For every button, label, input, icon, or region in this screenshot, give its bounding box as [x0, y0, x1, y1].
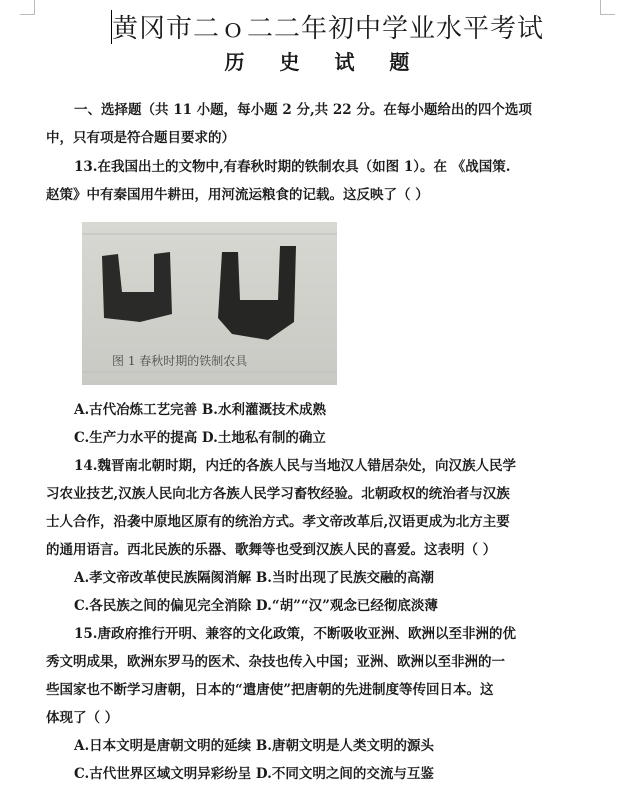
q14-options-line-1: A.孝文帝改革使民族隔阂消解 B.当时出现了民族交融的高潮	[74, 570, 434, 586]
q15-stem-line-4: 体现了（ ）	[46, 710, 119, 726]
q13-stem-line-1: 13.在我国出土的文物中,有春秋时期的铁制农具（如图 1）。在 《战国策.	[74, 159, 511, 175]
q15-stem-line-3: 些国家也不断学习唐朝，日本的“遣唐使”把唐朝的先进制度等传回日本。这	[46, 682, 494, 698]
q13-options-line-2: C.生产力水平的提高 D.土地私有制的确立	[74, 430, 326, 446]
q13-options-line-1: A.古代冶炼工艺完善 B.水利灌溉技术成熟	[74, 402, 326, 418]
iron-tool-left-shape	[102, 252, 172, 322]
q13-stem-line-2: 赵策》中有秦国用牛耕田，用河流运粮食的记载。这反映了（ ）	[46, 187, 429, 203]
page-corner-mark-right	[600, 0, 615, 15]
q15-options-line-1: A.日本文明是唐朝文明的延续 B.唐朝文明是人类文明的源头	[74, 738, 434, 754]
q14-options-line-2: C.各民族之间的偏见完全消除 D.“胡”“汉”观念已经彻底淡薄	[74, 598, 438, 614]
q14-stem-line-1: 14.魏晋南北朝时期，内迁的各族人民与当地汉人错居杂处，向汉族人民学	[74, 458, 516, 474]
q13-figure-photo	[82, 222, 337, 385]
iron-tool-right-shape	[218, 246, 296, 340]
q15-options-line-2: C.古代世界区域文明异彩纷呈 D.不同文明之间的交流与互鉴	[74, 766, 434, 782]
q14-stem-line-4: 的通用语言。西北民族的乐器、歌舞等也受到汉族人民的喜爱。这表明（ ）	[46, 542, 497, 558]
section-instruction-line-1: 一、选择题（共 11 小题，每小题 2 分,共 22 分。在每小题给出的四个选项	[74, 102, 532, 118]
q14-stem-line-2: 习农业技艺,汉族人民向北方各族人民学习畜牧经验。北朝政权的统治者与汉族	[46, 486, 510, 502]
q14-stem-line-3: 士人合作，沿袭中原地区原有的统治方式。孝文帝改革后,汉语更成为北方主要	[46, 514, 510, 530]
q15-stem-line-1: 15.唐政府推行开明、兼容的文化政策，不断吸收亚洲、欧洲以至非洲的优	[74, 626, 516, 642]
exam-title: 黄冈市二ｏ二二年初中学业水平考试	[112, 14, 545, 44]
q13-figure-caption: 图 1 春秋时期的铁制农具	[112, 354, 248, 368]
section-instruction-line-2: 中，只有项是符合题目要求的）	[46, 130, 235, 146]
exam-subtitle: 历 史 试 题	[224, 50, 424, 74]
q15-stem-line-2: 秀文明成果，欧洲东罗马的医术、杂技也传入中国；亚洲、欧洲以至非洲的一	[46, 654, 505, 670]
page-corner-mark-left	[20, 0, 35, 15]
